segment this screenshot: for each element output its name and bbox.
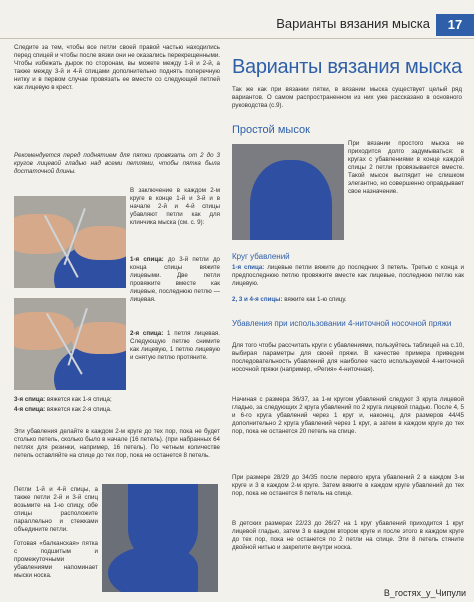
heel-photo xyxy=(102,484,218,592)
page-number: 17 xyxy=(436,14,474,36)
subsection-title: Простой мысок xyxy=(232,124,310,136)
yarn-paragraph-4: В детских размерах 22/23 до 26/27 на 1 круг убавлений приходится 1 круг лицевой гладью, затем 3 в каждом втором круге и после этого в каждом круге до тех пор, пока не останется по 2 петли на спице. Эти 8 петель стяните двойной нитью и закрепите внутри носка. xyxy=(232,520,464,551)
step-3-label: 3-я спица: xyxy=(14,396,46,403)
section-title: Варианты вязания мыска xyxy=(232,56,462,78)
page-header xyxy=(0,14,474,36)
step-3-text: вяжется как 1-я спица; xyxy=(45,396,112,403)
section-4ply-yarn: Убавления при использовании 4-ниточной носочной пряжи xyxy=(232,319,452,328)
left-tip-paragraph: Рекомендуется перед поднятием для пятки провязать от 2 до 3 кругов лицевой гладью над всеми петлями, чтобы пятка была достаточной длины. xyxy=(14,152,220,175)
step-1 xyxy=(130,256,220,304)
decrease-row-1-label: 1-я спица: xyxy=(232,264,265,271)
step-1-label: 1-я спица: xyxy=(130,256,164,263)
left-lower-paragraph: Эти убавления делайте в каждом 2-м круге до тех пор, пока не будет столько петель, сколько было в начале (16 петель). (при набранных 64 петлях для резинки, например, 16 петель). По четным количестве петель оставляйте на спице до тех пор, пока не останется 8 петель. xyxy=(14,428,220,459)
decrease-row-2-text: вяжите как 1-ю спицу. xyxy=(282,296,347,303)
knitting-photo-2 xyxy=(14,298,126,390)
decrease-row-1-text: лицевые петли вяжите до последних 3 петель. Третью с конца и предпоследнюю петлю провяжите вместе как лицевые, последнюю петлю как лицевую. xyxy=(232,264,464,287)
left-intro-paragraph: Следите за тем, чтобы все петли своей правой частью находились перед спицей и чтобы после вязки они не оказались перекрещенными. Чтобы избежать дырок по сторонам, вы можете между 1-й и 2-й, а также между 3-й и 4-й спицами дополнительно поднять поперечную нитку и в первом случае провязать ее вместе со следующей петлей как лицевую в крест. xyxy=(14,44,220,91)
decrease-row-2 xyxy=(232,296,464,304)
step-4 xyxy=(14,406,220,414)
knitting-photo-1 xyxy=(14,196,126,288)
watermark-caption: В_гостях_у_Чипули xyxy=(383,588,466,598)
right-intro-paragraph: Так же как при вязании пятки, в вязании мыска существует целый ряд вариантов. О самом распространенном из них уже рассказано в основного руководства (с.9). xyxy=(232,86,462,109)
step-2 xyxy=(130,330,220,362)
simple-toe-lead: При вязании простого мыска не приходится долго задумываться: в кругах с убавлениями в конце каждой спицы 2 петли провязывается вместе. Такой мысок выглядит не слишком элегантно, но совершенно оправдывает свое назначение. xyxy=(348,140,464,195)
section-decrease-round: Круг убавлений xyxy=(232,252,290,261)
header-title: Варианты вязания мыска xyxy=(276,16,430,31)
toe-photo xyxy=(232,144,344,240)
left-side-text-2: Готовая «балканская» пятка с подшитым и промежуточными убавлениями напоминает мыски носка. xyxy=(14,540,98,579)
step-4-label: 4-я спица: xyxy=(14,406,46,413)
left-side-text-1: Петли 1-й и 4-й спицы, а также петли 2-й и 3-й спиц возьмите на 1-ю спицу, обе спицы расположите параллельно и стежками объедините петли. xyxy=(14,486,98,533)
step-2-label: 2-я спица: xyxy=(130,330,164,337)
step-1-text: до 3-й петли до конца спицы вяжите лицевыми. Две петли провяжите вместе как лицевые, последнюю петлю — лицевая. xyxy=(130,256,220,303)
yarn-paragraph-2: Начиная с размера 36/37, за 1-м кругом убавлений следуют 3 круга лицевой гладью, за следующих 2 круга убавлений по 2 круга лицевой гладью. После 4, 5 и 6-го круга убавлений через 1 круг и, наконец, для размеров 44/45 дополнительно 2 круга убавлений через 1 круг, а затем в каждом круге до тех пор, пока не останется 20 петель на спице. xyxy=(232,396,464,435)
yarn-paragraph-3: При размере 28/29 до 34/35 после первого круга убавлений 2 в каждом 3-м круге и 3 в каждом 2-м круге. Затем вяжите в каждом круге убавлений до тех пор, пока не останется 8 петель на спице. xyxy=(232,474,464,497)
header-divider xyxy=(0,38,474,39)
yarn-paragraph-1: Для того чтобы рассчитать круги с убавлениями, пользуйтесь таблицей на с.10, выбирая параметры для своей пряжи. В качестве примера приведем последовательность убавлений для наиболее часто используемой 4-ниточной носочной пряжи (например, «Регия» 4-ниточная). xyxy=(232,342,464,373)
step-3 xyxy=(14,396,220,404)
step-2-text: 1 петля лицевая. Следующую петлю снимите как лицевую, 1 петлю лицевую и снятую петлю протяните. xyxy=(130,330,220,361)
decrease-row-1 xyxy=(232,264,464,288)
decrease-row-2-label: 2, 3 и 4-я спицы: xyxy=(232,296,283,303)
step-4-text: вяжется как 2-я спица. xyxy=(45,406,112,413)
step-intro: В заключение в каждом 2-м круге в конце 1-й и 3-й и в начале 2-й и 4-й спицы убавляют петли как для клинчика мыска (см. с. 9): xyxy=(130,187,220,226)
